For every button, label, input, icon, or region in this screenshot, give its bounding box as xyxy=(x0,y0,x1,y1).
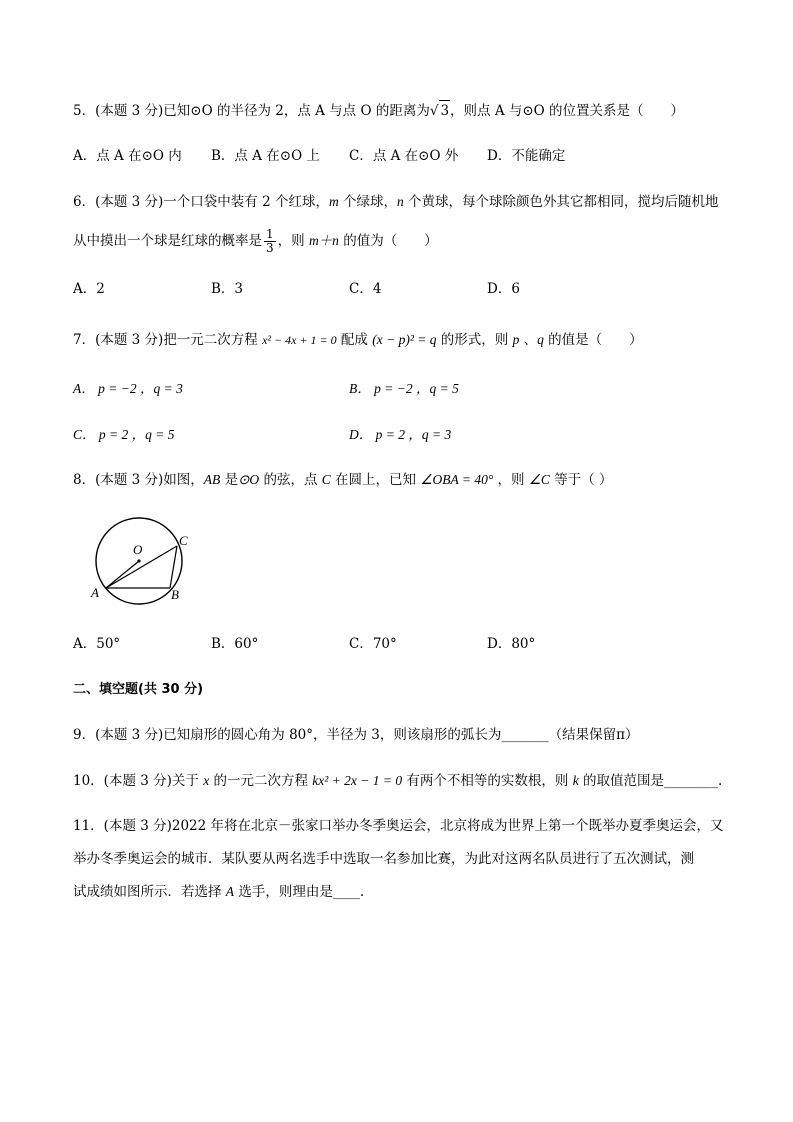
q8-text-a: 8．(本题 3 分)如图， xyxy=(73,472,204,488)
sqrt-symbol: √ xyxy=(429,103,439,119)
point-c: C xyxy=(321,472,331,487)
question-11-line-2: 举办冬季奥运会的城市．某队要从两名选手中选取一名参加比赛，为此对这两名队员进行了五次测试，测 xyxy=(73,851,694,867)
fraction-numerator: 1 xyxy=(266,227,274,241)
q6-option-b: B．3 xyxy=(211,281,244,297)
q10-text-d: 的取值范围是________. xyxy=(578,773,723,789)
question-5-text: 5．(本题 3 分)已知⊙O 的半径为 2，点 A 与点 O 的距离为 xyxy=(73,103,430,119)
q7-form: (x − p)² = q xyxy=(372,332,437,347)
q7-option-c: C． p = 2 ，q = 5 xyxy=(73,427,175,442)
label-b: B xyxy=(171,587,179,602)
q10-text-c: 有两个不相等的实数根，则 xyxy=(402,773,573,789)
q6-text-d: 从中摸出一个球是红球的概率是 xyxy=(73,233,262,249)
angle-c: ∠C xyxy=(528,472,550,487)
q10-equation: kx² + 2x − 1 = 0 xyxy=(312,773,403,788)
q6-text-c: 个黄球，每个球除颜色外其它都相同，搅均后随机地 xyxy=(403,194,719,210)
var-k: k xyxy=(572,773,579,788)
q6-text-a: 6．(本题 3 分)一个口袋中装有 2 个红球， xyxy=(73,194,329,210)
q10-text-a: 10．(本题 3 分)关于 xyxy=(73,773,204,789)
question-6-line-2 xyxy=(73,224,438,258)
q8-text-d: 在圆上，已知 xyxy=(330,472,421,488)
section-title: 二、填空题(共 30 分) xyxy=(73,682,204,697)
circle-figure xyxy=(85,515,200,605)
question-10 xyxy=(73,771,722,791)
question-5 xyxy=(73,100,684,121)
q11-text-b: 选手，则理由是____. xyxy=(234,884,365,900)
var-p: p xyxy=(512,332,520,347)
var-n: n xyxy=(397,194,404,209)
expr-m-plus-n: m＋n xyxy=(308,233,339,248)
question-6-line-1 xyxy=(73,192,719,212)
q6-text-e: ，则 xyxy=(277,233,309,249)
q8-text-b: 是 xyxy=(220,472,239,488)
label-o: O xyxy=(133,542,143,557)
var-x: x xyxy=(203,773,210,788)
q8-option-c: C．70° xyxy=(349,636,397,652)
question-9: 9．(本题 3 分)已知扇形的圆心角为 80°，半径为 3，则该扇形的弧长为_______（结果保留π） xyxy=(73,727,639,743)
segment-ao xyxy=(106,561,139,588)
q7-text-b: 配成 xyxy=(336,332,373,348)
angle-oba: ∠OBA = 40° xyxy=(420,472,494,487)
question-5-suffix: ，则点 A 与⊙O 的位置关系是（ ） xyxy=(450,103,685,119)
q6-option-c: C．4 xyxy=(349,281,382,297)
q7-text-a: 7．(本题 3 分)把一元二次方程 xyxy=(73,332,263,348)
player-a: A xyxy=(225,884,235,899)
label-a: A xyxy=(91,585,99,600)
fraction-denominator: 3 xyxy=(266,241,274,255)
var-m: m xyxy=(328,194,339,209)
chord-ab: AB xyxy=(203,472,221,487)
q10-text-b: 的一元二次方程 xyxy=(209,773,313,789)
circle-o: ⊙O xyxy=(238,472,260,487)
q5-option-c: C．点 A 在⊙O 外 xyxy=(349,148,459,164)
sqrt-radicand: 3 xyxy=(439,100,450,121)
q6-text-b: 个绿球， xyxy=(338,194,398,210)
q6-option-d: D．6 xyxy=(487,281,520,297)
question-11-line-3 xyxy=(73,882,364,902)
fraction-one-third xyxy=(264,228,276,255)
q11-text-a: 试成绩如图所示．若选择 xyxy=(73,884,226,900)
label-c: C xyxy=(179,533,188,548)
question-11-line-1: 11．(本题 3 分)2022 年将在北京－张家口举办冬季奥运会，北京将成为世界上第一个既举办夏季奥运会，又 xyxy=(73,818,724,834)
q6-option-a: A．2 xyxy=(73,281,105,297)
q5-option-a: A．点 A 在⊙O 内 xyxy=(73,148,182,164)
var-q: q xyxy=(537,332,544,347)
q5-option-b: B．点 A 在⊙O 上 xyxy=(211,148,320,164)
q8-option-b: B．60° xyxy=(211,636,259,652)
q8-text-f: 等于（ ） xyxy=(549,472,613,488)
q7-text-d: 的值是（ ） xyxy=(543,332,643,348)
q8-option-d: D．80° xyxy=(487,636,536,652)
q8-text-e: ，则 xyxy=(493,472,529,488)
q7-option-a: A． p = −2 ，q = 3 xyxy=(73,381,183,396)
q6-text-f: 的值为（ ） xyxy=(338,233,438,249)
question-7 xyxy=(73,330,643,350)
q7-option-b: B． p = −2 ，q = 5 xyxy=(349,381,459,396)
q5-option-d: D．不能确定 xyxy=(487,148,566,164)
q7-equation: x² − 4x + 1 = 0 xyxy=(262,333,337,347)
q7-option-d: D． p = 2 ，q = 3 xyxy=(349,427,452,442)
question-8 xyxy=(73,470,613,490)
center-point xyxy=(137,559,140,562)
q7-text-c: 的形式，则 xyxy=(436,332,513,348)
q8-option-a: A．50° xyxy=(73,636,121,652)
q8-text-c: 的弦，点 xyxy=(259,472,322,488)
q7-separator: 、 xyxy=(519,332,538,348)
